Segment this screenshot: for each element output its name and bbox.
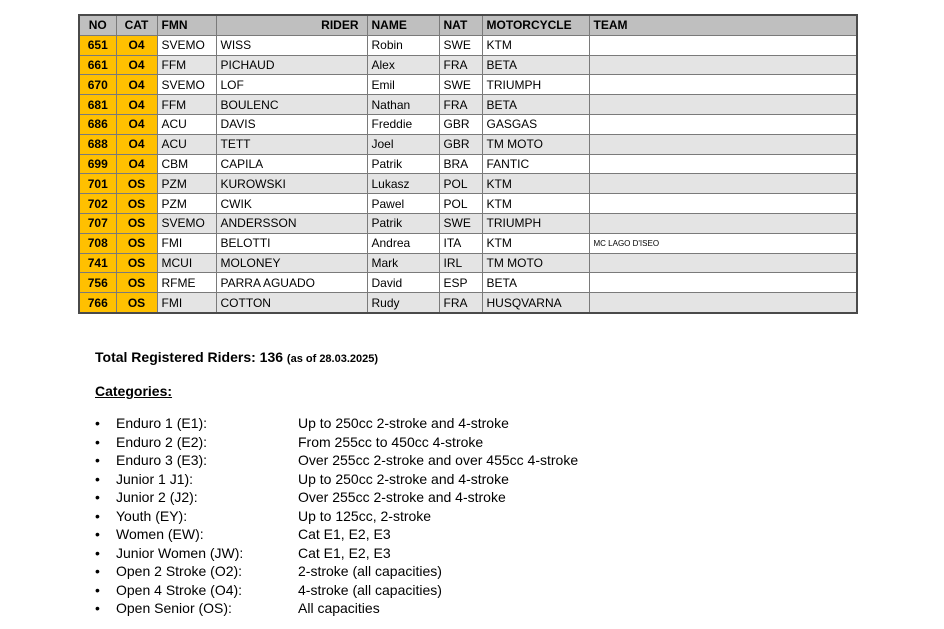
table-row bbox=[79, 213, 857, 233]
cell-nat: GBR bbox=[439, 114, 482, 134]
category-description: Up to 125cc, 2-stroke bbox=[298, 507, 432, 524]
header-cat: CAT bbox=[116, 15, 157, 35]
cell-cat: OS bbox=[116, 174, 157, 194]
cell-motorcycle: TRIUMPH bbox=[482, 75, 589, 95]
cell-rider: CWIK bbox=[216, 194, 367, 214]
cell-nat: ESP bbox=[439, 273, 482, 293]
cell-team: MC LAGO D'ISEO bbox=[589, 233, 857, 253]
cell-nat: ITA bbox=[439, 233, 482, 253]
cell-cat: O4 bbox=[116, 55, 157, 75]
cell-rider: WISS bbox=[216, 35, 367, 55]
categories-heading: Categories: bbox=[95, 383, 173, 399]
cell-motorcycle: BETA bbox=[482, 95, 589, 115]
cell-no: 699 bbox=[79, 154, 116, 174]
cell-team bbox=[589, 114, 857, 134]
cell-fmn: CBM bbox=[157, 154, 216, 174]
cell-team bbox=[589, 213, 857, 233]
cell-name: Alex bbox=[367, 55, 439, 75]
table-row bbox=[79, 194, 857, 214]
cell-team bbox=[589, 35, 857, 55]
category-name: Junior 1 J1): bbox=[116, 470, 194, 487]
cell-nat: GBR bbox=[439, 134, 482, 154]
header-motorcycle: MOTORCYCLE bbox=[482, 15, 589, 35]
bullet-icon: • bbox=[95, 433, 100, 450]
cell-cat: OS bbox=[116, 233, 157, 253]
cell-team bbox=[589, 174, 857, 194]
cell-rider: PICHAUD bbox=[216, 55, 367, 75]
cell-nat: POL bbox=[439, 174, 482, 194]
cell-nat: FRA bbox=[439, 55, 482, 75]
header-nat: NAT bbox=[439, 15, 482, 35]
header-name: NAME bbox=[367, 15, 439, 35]
category-description: 2-stroke (all capacities) bbox=[298, 563, 442, 579]
cell-cat: OS bbox=[116, 273, 157, 293]
cell-name: Robin bbox=[367, 35, 439, 55]
cell-motorcycle: KTM bbox=[482, 174, 589, 194]
cell-rider: PARRA AGUADO bbox=[216, 273, 367, 293]
cell-no: 701 bbox=[79, 174, 116, 194]
table-row bbox=[79, 253, 857, 273]
list-item bbox=[95, 451, 578, 470]
cell-fmn: SVEMO bbox=[157, 213, 216, 233]
cell-fmn: ACU bbox=[157, 134, 216, 154]
cell-motorcycle: BETA bbox=[482, 55, 589, 75]
category-name: Youth (EY): bbox=[116, 507, 188, 524]
cell-cat: OS bbox=[116, 293, 157, 313]
cell-nat: SWE bbox=[439, 75, 482, 95]
cell-cat: O4 bbox=[116, 114, 157, 134]
cell-no: 681 bbox=[79, 95, 116, 115]
header-team: TEAM bbox=[589, 15, 857, 35]
cell-rider: MOLONEY bbox=[216, 253, 367, 273]
cell-fmn: RFME bbox=[157, 273, 216, 293]
cell-cat: OS bbox=[116, 194, 157, 214]
cell-no: 702 bbox=[79, 194, 116, 214]
cell-fmn: MCUI bbox=[157, 253, 216, 273]
cell-motorcycle: TM MOTO bbox=[482, 253, 589, 273]
category-name: Open 4 Stroke (O4): bbox=[116, 581, 243, 598]
cell-team bbox=[589, 55, 857, 75]
cell-motorcycle: TM MOTO bbox=[482, 134, 589, 154]
cell-name: Andrea bbox=[367, 233, 439, 253]
table-row bbox=[79, 95, 857, 115]
cell-motorcycle: FANTIC bbox=[482, 154, 589, 174]
cell-nat: BRA bbox=[439, 154, 482, 174]
bullet-icon: • bbox=[95, 581, 100, 598]
cell-nat: SWE bbox=[439, 35, 482, 55]
category-description: Cat E1, E2, E3 bbox=[298, 544, 391, 561]
cell-rider: ANDERSSON bbox=[216, 213, 367, 233]
header-rider: RIDER bbox=[216, 15, 367, 35]
cell-team bbox=[589, 293, 857, 313]
cell-name: Mark bbox=[367, 253, 439, 273]
cell-name: David bbox=[367, 273, 439, 293]
list-item bbox=[95, 525, 578, 544]
table-row bbox=[79, 55, 857, 75]
cell-cat: O4 bbox=[116, 154, 157, 174]
cell-motorcycle: KTM bbox=[482, 35, 589, 55]
as-of-date: (as of 28.03.2025) bbox=[286, 353, 379, 365]
list-item bbox=[95, 470, 578, 489]
category-description: Over 255cc 2-stroke and over 455cc 4-stroke bbox=[298, 452, 579, 468]
cell-cat: O4 bbox=[116, 134, 157, 154]
cell-name: Pawel bbox=[367, 194, 439, 214]
category-name: Junior 2 (J2): bbox=[116, 489, 198, 505]
list-item bbox=[95, 581, 578, 600]
cell-cat: OS bbox=[116, 213, 157, 233]
cell-name: Patrik bbox=[367, 213, 439, 233]
cell-fmn: PZM bbox=[157, 174, 216, 194]
cell-motorcycle: GASGAS bbox=[482, 114, 589, 134]
list-item bbox=[95, 562, 578, 581]
riders-table bbox=[78, 14, 858, 314]
category-description: Over 255cc 2-stroke and 4-stroke bbox=[298, 489, 506, 505]
bullet-icon: • bbox=[95, 489, 100, 505]
cell-name: Patrik bbox=[367, 154, 439, 174]
category-description: From 255cc to 450cc 4-stroke bbox=[298, 433, 484, 450]
cell-no: 741 bbox=[79, 253, 116, 273]
cell-name: Rudy bbox=[367, 293, 439, 313]
category-description: All capacities bbox=[298, 600, 380, 616]
header-no: NO bbox=[79, 15, 116, 35]
cell-fmn: SVEMO bbox=[157, 75, 216, 95]
category-description: Up to 250cc 2-stroke and 4-stroke bbox=[298, 470, 509, 487]
cell-fmn: ACU bbox=[157, 114, 216, 134]
category-name: Enduro 2 (E2): bbox=[116, 433, 208, 450]
category-name: Enduro 3 (E3): bbox=[116, 452, 208, 468]
cell-no: 670 bbox=[79, 75, 116, 95]
cell-motorcycle: TRIUMPH bbox=[482, 213, 589, 233]
list-item bbox=[95, 488, 578, 507]
bullet-icon: • bbox=[95, 507, 100, 524]
cell-nat: POL bbox=[439, 194, 482, 214]
cell-name: Nathan bbox=[367, 95, 439, 115]
list-item bbox=[95, 433, 578, 452]
cell-team bbox=[589, 75, 857, 95]
bullet-icon: • bbox=[95, 600, 100, 616]
cell-team bbox=[589, 134, 857, 154]
cell-rider: COTTON bbox=[216, 293, 367, 313]
cell-rider: BOULENC bbox=[216, 95, 367, 115]
cell-nat: FRA bbox=[439, 95, 482, 115]
cell-cat: OS bbox=[116, 253, 157, 273]
cell-nat: FRA bbox=[439, 293, 482, 313]
list-item bbox=[95, 414, 578, 433]
table-row bbox=[79, 154, 857, 174]
cell-no: 707 bbox=[79, 213, 116, 233]
table-row bbox=[79, 293, 857, 313]
category-description: Up to 250cc 2-stroke and 4-stroke bbox=[298, 415, 509, 431]
total-riders-label: Total Registered Riders: 136 bbox=[95, 349, 284, 365]
cell-motorcycle: HUSQVARNA bbox=[482, 293, 589, 313]
cell-rider: DAVIS bbox=[216, 114, 367, 134]
table-row bbox=[79, 75, 857, 95]
cell-cat: O4 bbox=[116, 75, 157, 95]
category-description: 4-stroke (all capacities) bbox=[298, 581, 442, 598]
cell-no: 766 bbox=[79, 293, 116, 313]
cell-no: 661 bbox=[79, 55, 116, 75]
cell-rider: KUROWSKI bbox=[216, 174, 367, 194]
cell-team bbox=[589, 194, 857, 214]
bullet-icon: • bbox=[95, 470, 100, 487]
cell-fmn: FFM bbox=[157, 95, 216, 115]
cell-nat: SWE bbox=[439, 213, 482, 233]
cell-name: Joel bbox=[367, 134, 439, 154]
cell-team bbox=[589, 154, 857, 174]
table-row bbox=[79, 174, 857, 194]
bullet-icon: • bbox=[95, 452, 100, 468]
cell-rider: CAPILA bbox=[216, 154, 367, 174]
cell-fmn: FFM bbox=[157, 55, 216, 75]
cell-fmn: FMI bbox=[157, 293, 216, 313]
bullet-icon: • bbox=[95, 563, 100, 579]
table-row bbox=[79, 134, 857, 154]
cell-no: 686 bbox=[79, 114, 116, 134]
cell-cat: O4 bbox=[116, 35, 157, 55]
cell-fmn: FMI bbox=[157, 233, 216, 253]
cell-rider: TETT bbox=[216, 134, 367, 154]
cell-no: 708 bbox=[79, 233, 116, 253]
category-name: Open Senior (OS): bbox=[116, 600, 232, 616]
category-description: Cat E1, E2, E3 bbox=[298, 526, 391, 542]
table-row bbox=[79, 114, 857, 134]
cell-nat: IRL bbox=[439, 253, 482, 273]
cell-no: 756 bbox=[79, 273, 116, 293]
cell-name: Lukasz bbox=[367, 174, 439, 194]
cell-name: Emil bbox=[367, 75, 439, 95]
cell-cat: O4 bbox=[116, 95, 157, 115]
total-riders-summary bbox=[95, 349, 378, 365]
bullet-icon: • bbox=[95, 415, 100, 431]
cell-name: Freddie bbox=[367, 114, 439, 134]
list-item bbox=[95, 599, 578, 618]
cell-motorcycle: KTM bbox=[482, 233, 589, 253]
cell-team bbox=[589, 253, 857, 273]
category-name: Enduro 1 (E1): bbox=[116, 415, 208, 431]
categories-list bbox=[95, 414, 578, 618]
table-row bbox=[79, 273, 857, 293]
cell-team bbox=[589, 273, 857, 293]
category-name: Open 2 Stroke (O2): bbox=[116, 563, 243, 579]
list-item bbox=[95, 544, 578, 563]
table-header-row bbox=[79, 15, 857, 35]
cell-no: 651 bbox=[79, 35, 116, 55]
category-name: Women (EW): bbox=[116, 526, 204, 542]
bullet-icon: • bbox=[95, 526, 100, 542]
table-row bbox=[79, 233, 857, 253]
cell-motorcycle: BETA bbox=[482, 273, 589, 293]
cell-fmn: SVEMO bbox=[157, 35, 216, 55]
list-item bbox=[95, 507, 578, 526]
table-body bbox=[79, 35, 857, 313]
bullet-icon: • bbox=[95, 544, 100, 561]
cell-fmn: PZM bbox=[157, 194, 216, 214]
cell-rider: LOF bbox=[216, 75, 367, 95]
table-row bbox=[79, 35, 857, 55]
cell-motorcycle: KTM bbox=[482, 194, 589, 214]
cell-rider: BELOTTI bbox=[216, 233, 367, 253]
header-fmn: FMN bbox=[157, 15, 216, 35]
cell-team bbox=[589, 95, 857, 115]
cell-no: 688 bbox=[79, 134, 116, 154]
category-name: Junior Women (JW): bbox=[116, 544, 244, 561]
